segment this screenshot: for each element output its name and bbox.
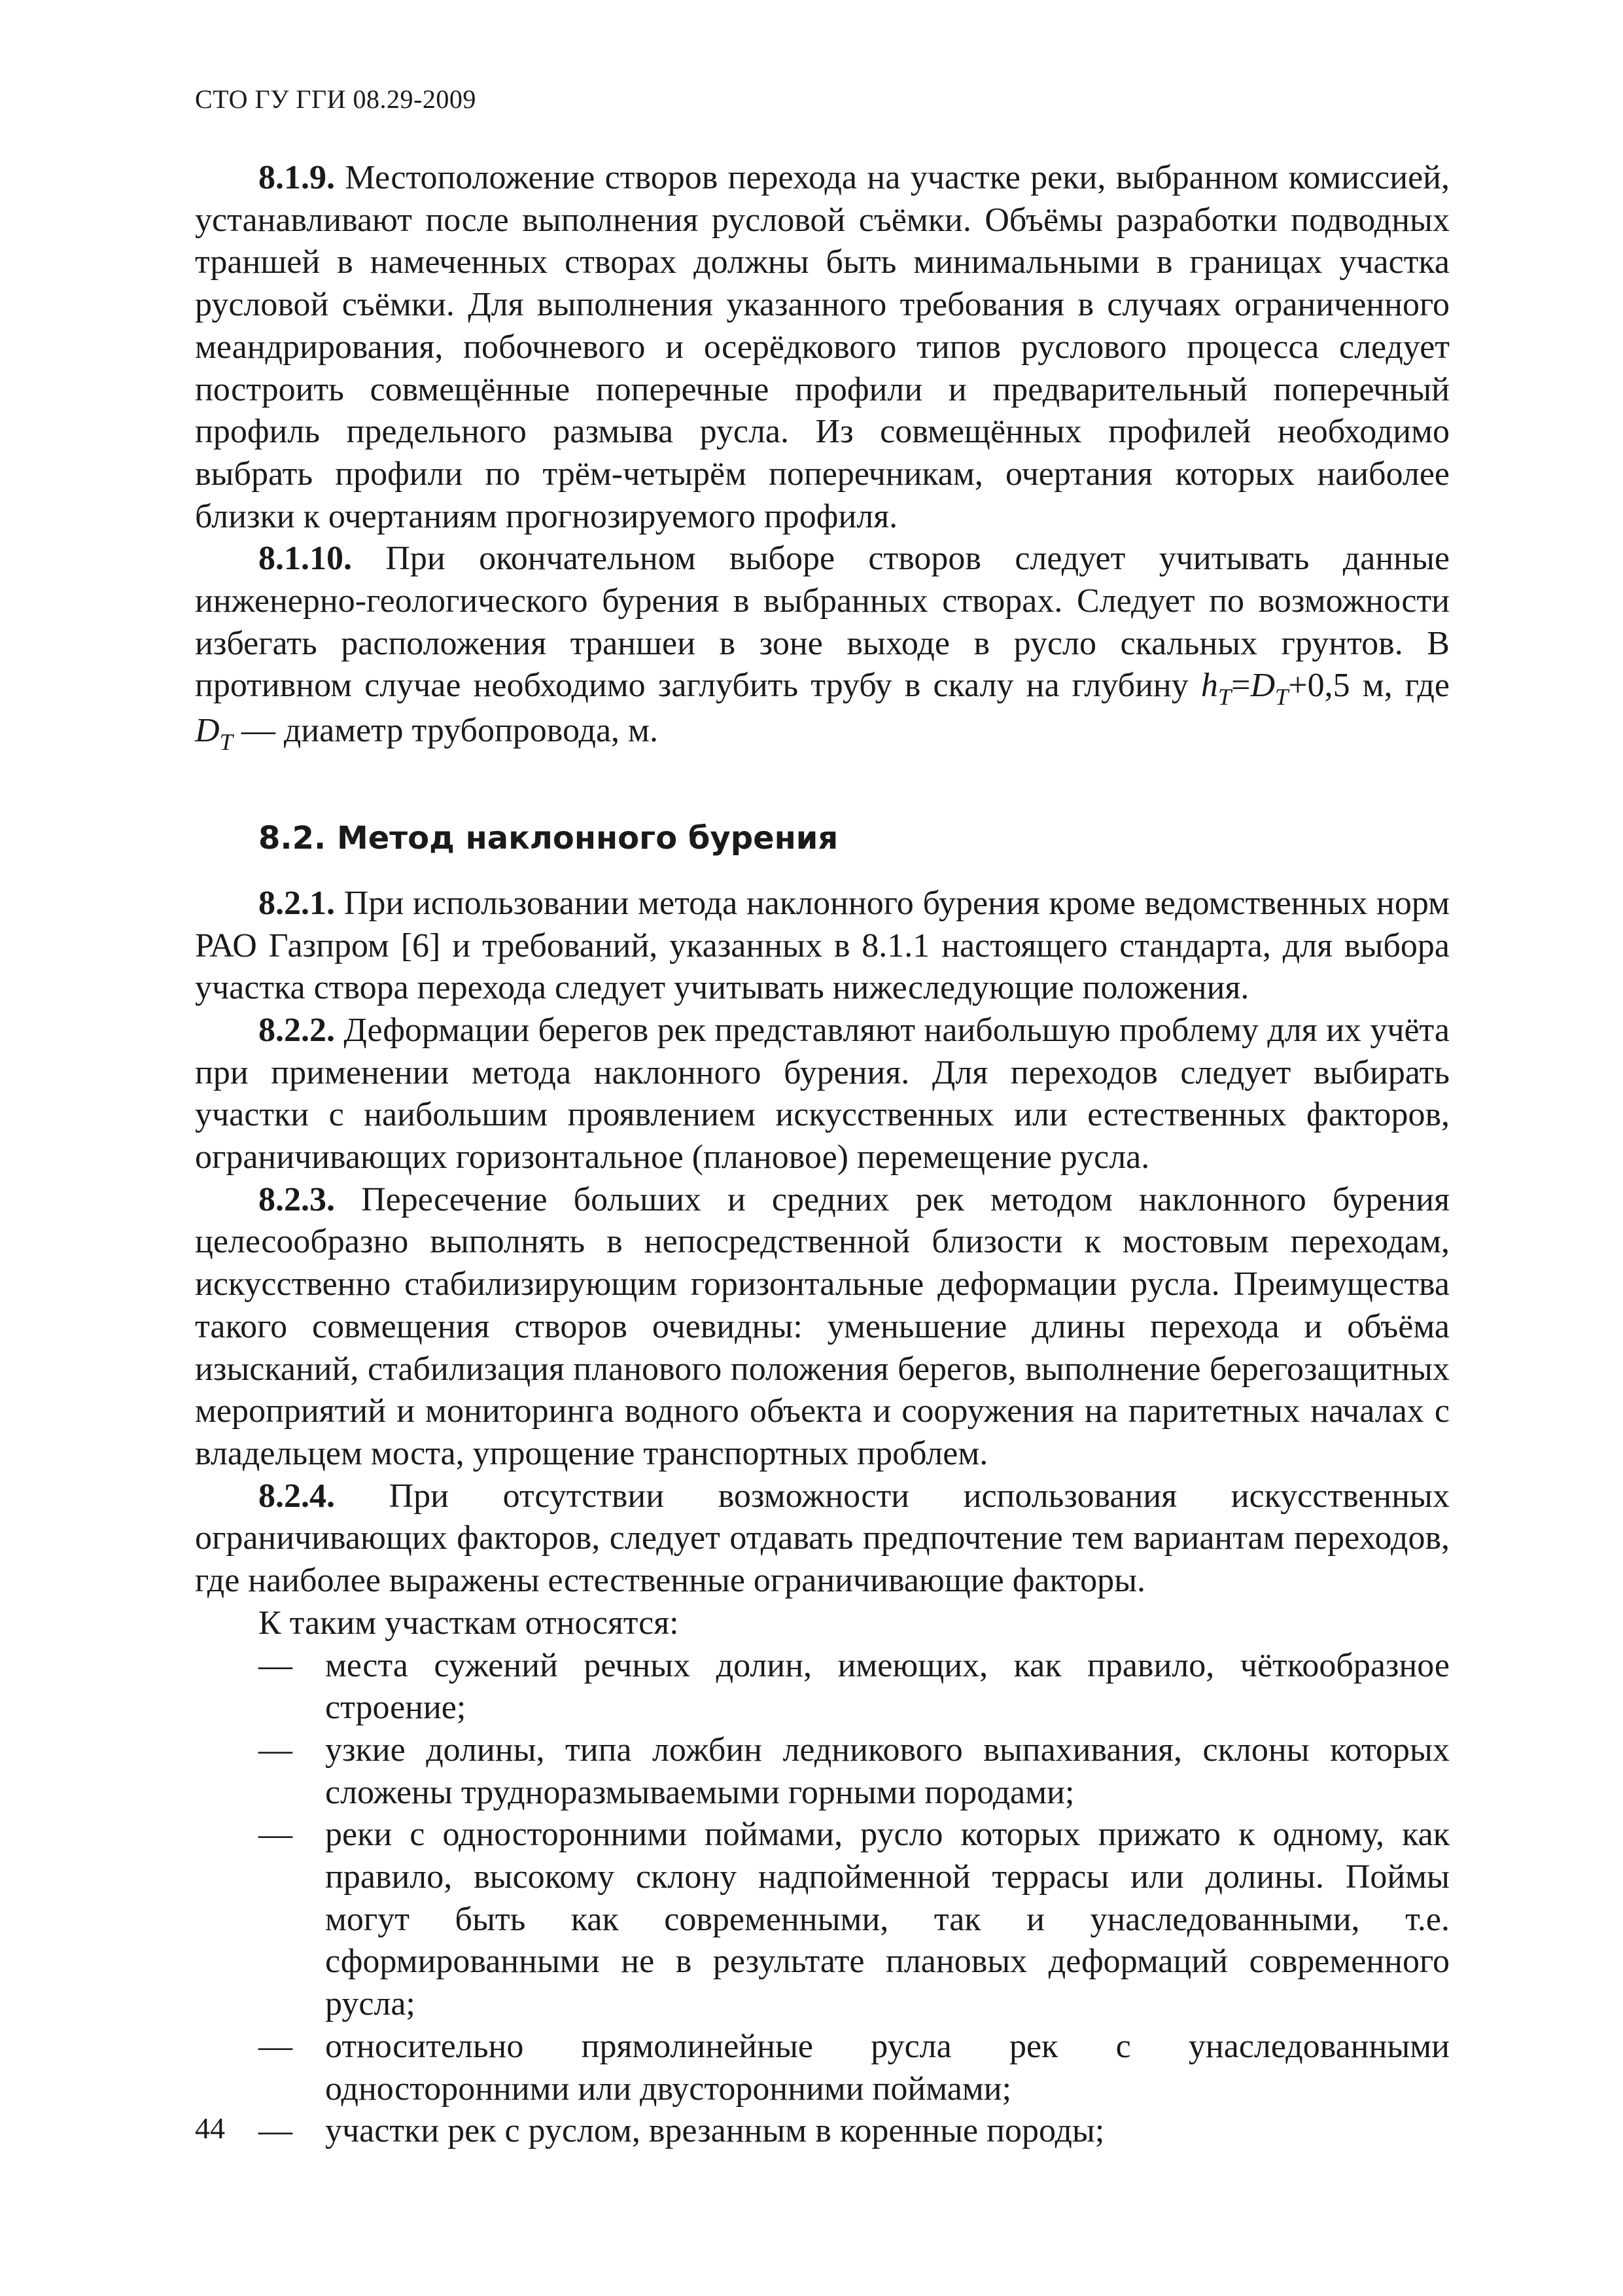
paragraph-8-1-10: [195, 538, 1450, 755]
list-item-text: реки с односторонними поймами, русло которых прижато к одному, как правило, высокому склону надпойменной террасы или долины. Поймы могут быть как современными, так и унаследованными, т.е. сформированными не в результате плановых деформаций современного русла;: [325, 1816, 1450, 2023]
list-item: [195, 1814, 1450, 2026]
dash-bullet: —: [258, 1646, 292, 1684]
list-intro: К таким участкам относятся:: [258, 1604, 679, 1642]
paragraph-8-2-4: [195, 1475, 1450, 1602]
formula-d-subscript: T: [1275, 684, 1289, 711]
list-item: [195, 1729, 1450, 1814]
formula-equals: =: [1231, 667, 1251, 705]
formula-d: D: [1250, 667, 1275, 705]
clause-number: 8.1.10.: [258, 540, 352, 578]
clause-number: 8.2.1.: [258, 884, 335, 922]
formula-h: h: [1200, 667, 1218, 705]
page-number: 44: [195, 2111, 225, 2145]
dash-bullet: —: [258, 2027, 292, 2065]
dash-bullet: —: [258, 2112, 292, 2150]
list-item-text: места сужений речных долин, имеющих, как правило, чёткообразное строение;: [325, 1646, 1450, 1727]
list-item: [195, 2026, 1450, 2110]
paragraph-text: — диаметр трубопровода, м.: [232, 712, 658, 750]
paragraph-text: Местоположение створов перехода на участке реки, выбранном комиссией, устанавливают после выполнения русловой съёмки. Объёмы разработки подводных траншей в намеченных створах должны быть минимальными в границах участка русловой съёмки. Для выполнения указанного требования в случаях ограниченного меандрирования, побочневого и осерёдкового типов руслового процесса следует построить совмещённые поперечные профили и предварительный поперечный профиль предельного размыва русла. Из совмещённых профилей необходимо выбрать профили по трём-четырём поперечникам, очертания которых наиболее близки к очертаниям прогнозируемого профиля.: [195, 159, 1450, 535]
paragraph-text: При использовании метода наклонного бурения кроме ведомственных норм РАО Газпром [6] и требований, указанных в 8.1.1 настоящего стандарта, для выбора участка створа перехода следует учитывать нижеследующие положения.: [195, 884, 1450, 1007]
paragraph-8-1-9: [195, 157, 1450, 538]
standard-code-header: СТО ГУ ГГИ 08.29-2009: [195, 84, 476, 114]
paragraph-text: При окончательном выборе створов следует учитывать данные инженерно-геологического бурения в выбранных створах. Следует по возможности избегать расположения траншеи в зоне выходе в русло скальных грунтов. В противном случае необходимо заглубить трубу в скалу на глубину: [195, 540, 1450, 705]
paragraph-8-2-1: [195, 883, 1450, 1010]
clause-number: 8.1.9.: [258, 159, 335, 196]
list-item: [195, 1645, 1450, 1729]
paragraph-8-2-2: [195, 1010, 1450, 1179]
dash-bullet: —: [258, 1816, 292, 1854]
sites-list: [195, 1645, 1450, 2153]
list-item-text: участки рек с руслом, врезанным в коренные породы;: [325, 2112, 1105, 2150]
paragraph-text: При отсутствии возможности использования искусственных ограничивающих факторов, следует отдавать предпочтение тем вариантам переходов, где наиболее выражены естественные ограничивающие факторы.: [195, 1477, 1450, 1600]
clause-number: 8.2.4.: [258, 1477, 335, 1515]
list-item-text: относительно прямолинейные русла рек с унаследованными односторонними или двусторонними поймами;: [325, 2027, 1450, 2108]
paragraph-8-2-3: [195, 1179, 1450, 1475]
paragraph-text: +0,5 м, где: [1288, 667, 1450, 705]
paragraph-text: Деформации берегов рек представляют наибольшую проблему для их учёта при применении метода наклонного бурения. Для переходов следует выбирать участки с наибольшим проявлением искусственных или естественных факторов, ограничивающих горизонтальное (плановое) перемещение русла.: [195, 1011, 1450, 1176]
page-content: [195, 157, 1450, 2153]
list-item: [195, 2110, 1450, 2153]
formula-h-subscript: T: [1217, 684, 1232, 711]
formula-d-symbol-subscript: T: [219, 728, 233, 755]
clause-number: 8.2.2.: [258, 1011, 335, 1049]
dash-bullet: —: [258, 1731, 292, 1769]
section-heading-8-2: 8.2. Метод наклонного бурения: [258, 819, 839, 857]
paragraph-text: Пересечение больших и средних рек методом наклонного бурения целесообразно выполнять в непосредственной близости к мостовым переходам, искусственно стабилизирующим горизонтальные деформации русла. Преимущества такого совмещения створов очевидны: уменьшение длины перехода и объёма изысканий, стабилизация планового положения берегов, выполнение берегозащитных мероприятий и мониторинга водного объекта и сооружения на паритетных началах с владельцем моста, упрощение транспортных проблем.: [195, 1180, 1450, 1472]
formula-d-symbol: D: [195, 712, 220, 750]
clause-number: 8.2.3.: [258, 1180, 335, 1218]
list-item-text: узкие долины, типа ложбин ледникового выпахивания, склоны которых сложены трудноразмываемыми горными породами;: [325, 1731, 1450, 1811]
